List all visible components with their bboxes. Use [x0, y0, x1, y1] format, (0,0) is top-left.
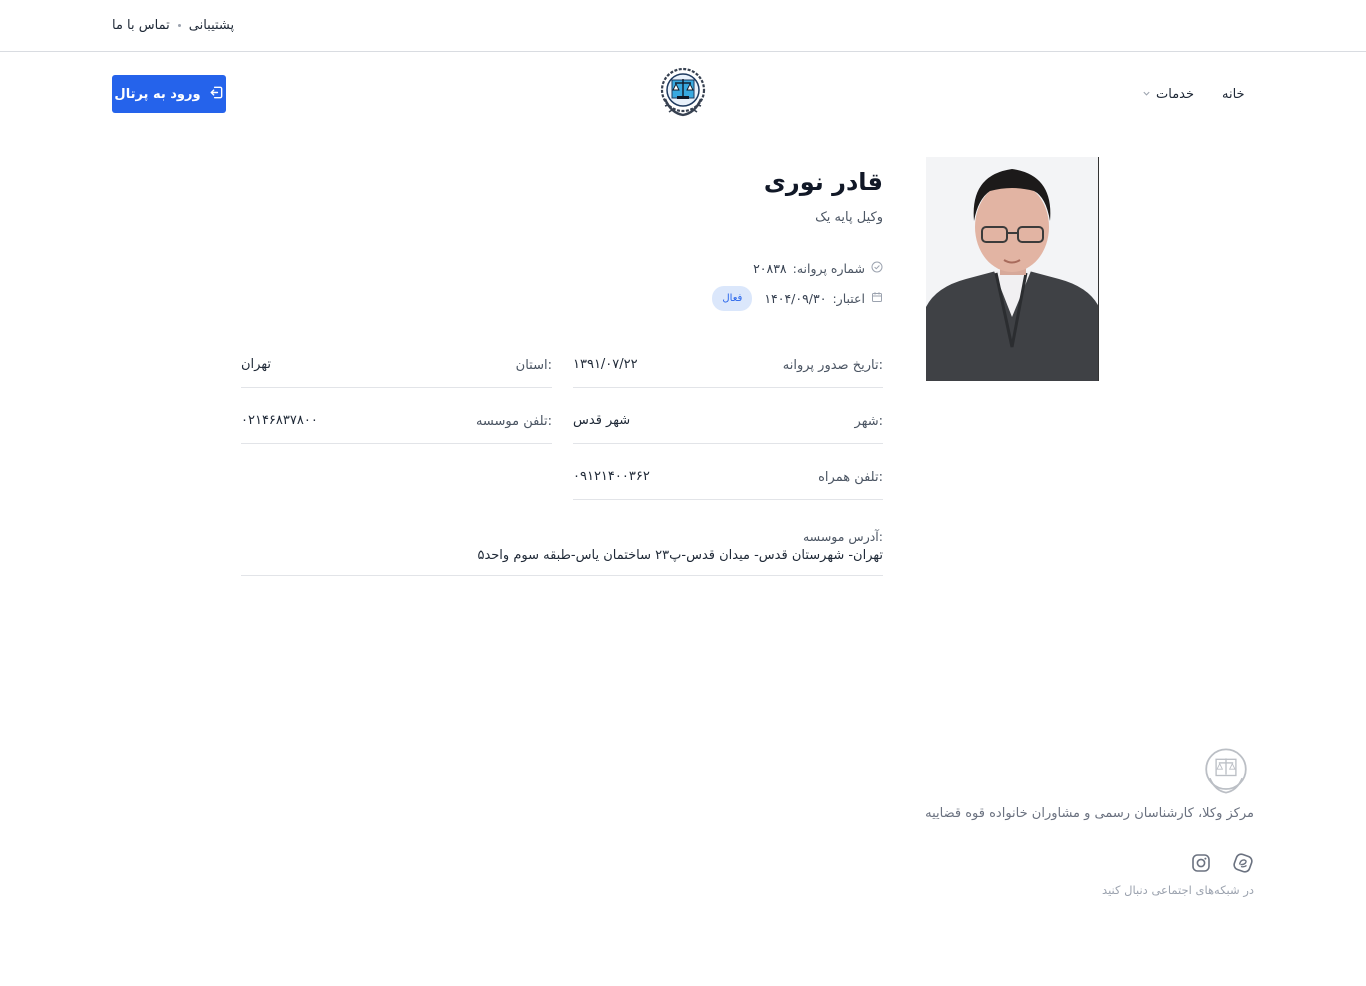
contact-us-link[interactable]: تماس با ما — [112, 17, 170, 33]
address-field — [241, 528, 883, 576]
city-value: شهر قدس — [573, 413, 631, 428]
validity-date: ۱۴۰۴/۰۹/۳۰ — [764, 290, 827, 306]
address-label: آدرس موسسه: — [802, 529, 883, 544]
license-row — [753, 259, 883, 277]
separator-dot — [178, 24, 181, 27]
office-phone-field — [241, 412, 552, 444]
top-links — [112, 15, 234, 35]
instagram-icon[interactable] — [1191, 853, 1213, 875]
lawyer-photo — [926, 157, 1099, 381]
footer-logo — [1199, 744, 1253, 798]
mobile-label: تلفن همراه: — [818, 470, 883, 485]
login-icon — [209, 85, 224, 104]
mobile-field — [573, 468, 883, 500]
office-phone-label: تلفن موسسه: — [475, 414, 552, 429]
check-circle-icon — [871, 261, 883, 276]
social-follow-text: در شبکه‌های اجتماعی دنبال کنید — [1102, 883, 1254, 897]
status-badge: فعال — [712, 286, 752, 311]
issue-date-field — [573, 356, 883, 388]
province-field — [241, 356, 552, 388]
province-label: استان: — [515, 358, 552, 373]
portal-login-button[interactable] — [112, 75, 226, 113]
issue-date-label: تاریخ صدور پروانه: — [782, 358, 883, 373]
address-value: تهران- شهرستان قدس- میدان قدس-پ۲۳ ساختمان یاس-طبقه سوم واحد۵ — [477, 548, 883, 563]
office-phone-value: ۰۲۱۴۶۸۳۷۸۰۰ — [241, 413, 318, 428]
portal-login-label: ورود به پرتال — [114, 86, 201, 102]
validity-label: اعتبار: — [832, 290, 865, 306]
lawyer-title: وکیل پایه یک — [815, 210, 883, 225]
eitaa-icon[interactable] — [1233, 853, 1255, 875]
city-field — [573, 412, 883, 444]
judiciary-logo[interactable] — [653, 63, 713, 123]
validity-row — [712, 289, 883, 307]
license-number: ۲۰۸۳۸ — [753, 260, 787, 276]
calendar-icon — [871, 291, 883, 306]
top-bar — [0, 0, 1366, 52]
issue-date-value: ۱۳۹۱/۰۷/۲۲ — [573, 357, 638, 372]
nav-services-label: خدمات — [1156, 86, 1195, 102]
lawyer-name: قادر نوری — [763, 168, 883, 196]
support-link[interactable]: پشتیبانی — [188, 17, 235, 33]
license-label: شماره پروانه: — [792, 260, 865, 276]
mobile-value: ۰۹۱۲۱۴۰۰۳۶۲ — [573, 469, 650, 484]
chevron-down-icon — [1142, 87, 1151, 102]
footer-title: مرکز وکلا، کارشناسان رسمی و مشاوران خانواده قوه قضاییه — [925, 806, 1254, 821]
nav-home[interactable]: خانه — [1222, 86, 1245, 102]
city-label: شهر: — [854, 414, 883, 429]
province-value: تهران — [241, 357, 271, 372]
nav-services[interactable] — [1142, 84, 1194, 104]
